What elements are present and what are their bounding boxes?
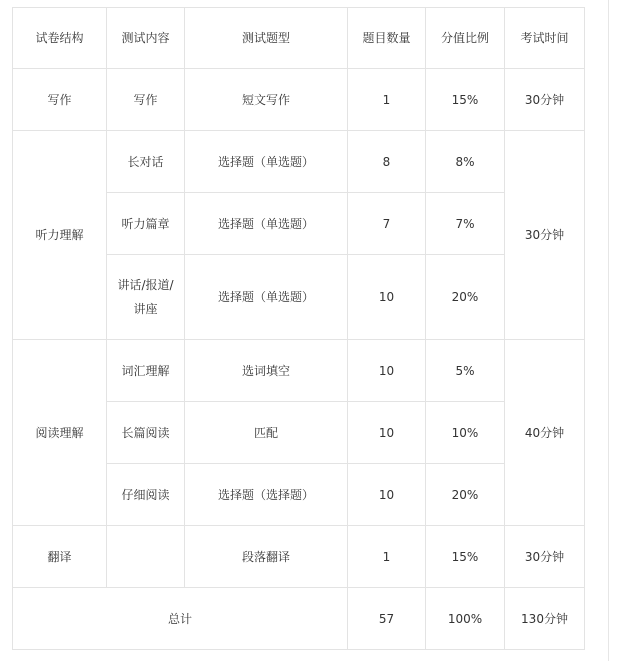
cell-count: 10 xyxy=(348,255,426,340)
cell-count: 1 xyxy=(348,526,426,588)
cell-time: 40分钟 xyxy=(505,340,585,526)
cell-time: 30分钟 xyxy=(505,131,585,340)
cell-content: 听力篇章 xyxy=(107,193,185,255)
cell-content: 词汇理解 xyxy=(107,340,185,402)
cell-count: 10 xyxy=(348,340,426,402)
cell-count: 8 xyxy=(348,131,426,193)
cell-content: 长篇阅读 xyxy=(107,402,185,464)
header-cell-ratio: 分值比例 xyxy=(426,8,505,69)
cell-count: 10 xyxy=(348,464,426,526)
cell-time: 130分钟 xyxy=(505,588,585,650)
cell-content: 写作 xyxy=(107,69,185,131)
cell-ratio: 20% xyxy=(426,255,505,340)
cell-structure: 写作 xyxy=(13,69,107,131)
table-row-listening-1 xyxy=(13,131,585,193)
exam-structure-table xyxy=(12,7,585,650)
cell-type: 选择题（单选题） xyxy=(185,131,348,193)
cell-type: 选择题（单选题） xyxy=(185,255,348,340)
cell-structure: 听力理解 xyxy=(13,131,107,340)
cell-ratio: 15% xyxy=(426,69,505,131)
cell-total-label: 总计 xyxy=(13,588,348,650)
cell-ratio: 8% xyxy=(426,131,505,193)
cell-ratio: 20% xyxy=(426,464,505,526)
cell-count: 57 xyxy=(348,588,426,650)
table-row-writing xyxy=(13,69,585,131)
cell-time: 30分钟 xyxy=(505,526,585,588)
cell-type: 选择题（选择题） xyxy=(185,464,348,526)
table-header-row xyxy=(13,8,585,69)
cell-content xyxy=(107,526,185,588)
cell-count: 10 xyxy=(348,402,426,464)
cell-type: 匹配 xyxy=(185,402,348,464)
cell-structure: 阅读理解 xyxy=(13,340,107,526)
cell-type: 短文写作 xyxy=(185,69,348,131)
cell-ratio: 15% xyxy=(426,526,505,588)
cell-time: 30分钟 xyxy=(505,69,585,131)
header-cell-content: 测试内容 xyxy=(107,8,185,69)
header-cell-type: 测试题型 xyxy=(185,8,348,69)
cell-content: 长对话 xyxy=(107,131,185,193)
header-cell-time: 考试时间 xyxy=(505,8,585,69)
cell-count: 1 xyxy=(348,69,426,131)
cell-structure: 翻译 xyxy=(13,526,107,588)
header-cell-structure: 试卷结构 xyxy=(13,8,107,69)
table-row-reading-1 xyxy=(13,340,585,402)
table-row-translation xyxy=(13,526,585,588)
cell-type: 选词填空 xyxy=(185,340,348,402)
cell-ratio: 5% xyxy=(426,340,505,402)
cell-type: 选择题（单选题） xyxy=(185,193,348,255)
cell-content: 仔细阅读 xyxy=(107,464,185,526)
cell-ratio: 100% xyxy=(426,588,505,650)
cell-ratio: 10% xyxy=(426,402,505,464)
page-divider xyxy=(608,0,609,661)
table-row-total xyxy=(13,588,585,650)
cell-count: 7 xyxy=(348,193,426,255)
header-cell-count: 题目数量 xyxy=(348,8,426,69)
cell-type: 段落翻译 xyxy=(185,526,348,588)
cell-ratio: 7% xyxy=(426,193,505,255)
cell-content: 讲话/报道/讲座 xyxy=(107,255,185,340)
